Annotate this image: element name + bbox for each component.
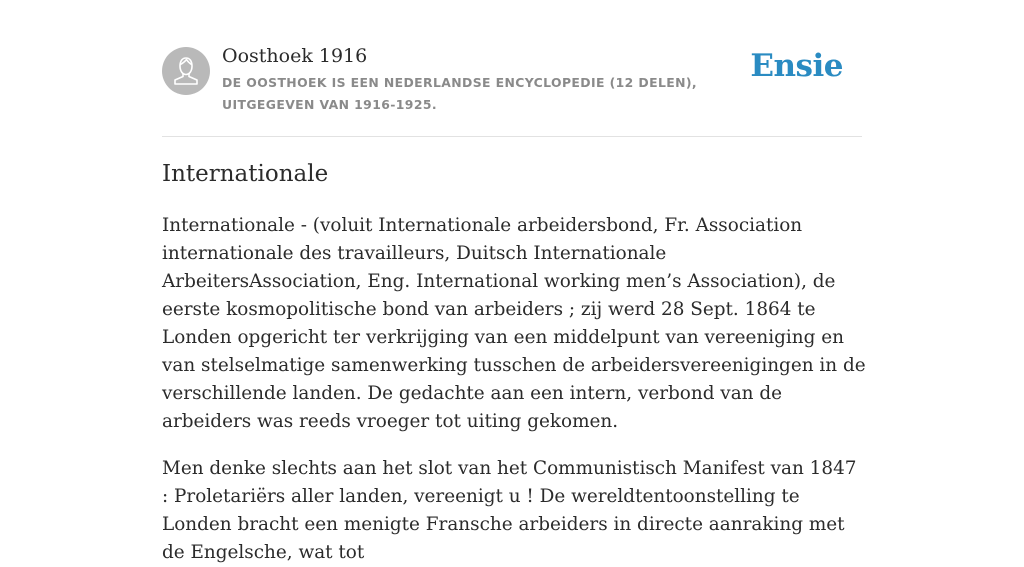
user-icon [162, 47, 210, 95]
article-paragraph: Internationale - (voluit Internationale arbeidersbond, Fr. Association internationale des travailleurs, Duitsch Internationale ArbeitersAssociation, Eng. International working men’s Association), de eerste kosmopolitische bond van arbeiders ; zij werd 28 Sept. 1864 te Londen opgericht ter verkrijging van een middelpunt van vereeniging en van stelselmatige samenwerking tusschen de arbeidersvereenigingen in de verschillende landen. De gedachte aan een intern, verbond van de arbeiders was reeds vroeger tot uiting gekomen. [162, 215, 866, 432]
article-paragraph: Men denke slechts aan het slot van het Communistisch Manifest van 1847 : Proletariërs aller landen, vereenigt u ! De wereldtentoonstelling te Londen bracht een menigte Fransche arbeiders in directe aanraking met de Engelsche, wat tot [162, 458, 857, 563]
source-header [162, 44, 862, 137]
article-title: Internationale [162, 161, 329, 187]
source-title[interactable]: Oosthoek 1916 [222, 45, 368, 67]
avatar[interactable] [162, 47, 210, 95]
source-description: DE OOSTHOEK IS EEN NEDERLANDSE ENCYCLOPEDIE (12 DELEN), UITGEGEVEN VAN 1916-1925. [222, 75, 698, 112]
article [162, 157, 866, 567]
article-body [162, 212, 866, 567]
ensie-logo-link[interactable]: Ensie [750, 48, 843, 84]
